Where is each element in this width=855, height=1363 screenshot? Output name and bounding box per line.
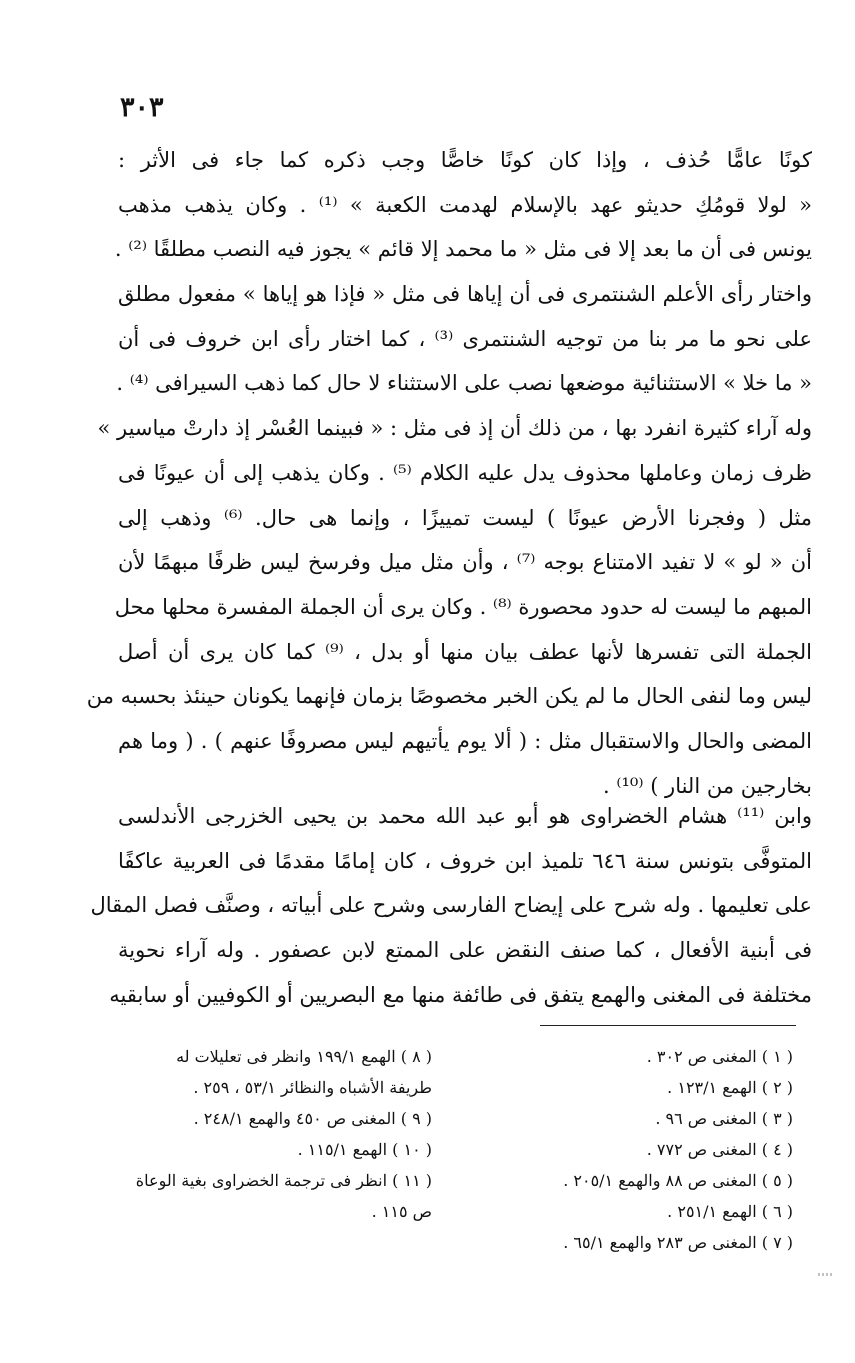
footnote: ( ٦ ) الهمع ٢٥١/١ . xyxy=(667,1202,793,1221)
text-line: يونس فى أن ما بعد إلا فى مثل « ما محمد إلا قائم » يجوز فيه النصب مطلقًا ⁽²⁾ . xyxy=(114,237,812,262)
text-line: المضى والحال والاستقبال مثل : ( ألا يوم يأتيهم ليس مصروفًا عنهم ) . ( وما هم xyxy=(118,728,812,753)
footnote: ( ٤ ) المغنى ص ٧٧٢ . xyxy=(646,1140,793,1159)
text-line: ظرف زمان وعاملها محذوف يدل عليه الكلام ⁽⁵⁾ . وكان يذهب إلى أن عيونًا فى xyxy=(118,460,812,485)
text-line: وابن ⁽¹¹⁾ هشام الخضراوى هو أبو عبد الله محمد بن يحيى الخزرجى الأندلسى xyxy=(118,804,812,828)
text-line: فى أبنية الأفعال ، كما صنف النقض على الممتع لابن عصفور . وله آراء نحوية xyxy=(118,938,812,963)
footnote: ( ٧ ) المغنى ص ٢٨٣ والهمع ٦٥/١ . xyxy=(563,1233,793,1252)
text-line: واختار رأى الأعلم الشنتمرى فى أن إياها فى مثل « فإذا هو إياها » مفعول مطلق xyxy=(118,282,812,307)
footnote: ( ٥ ) المغنى ص ٨٨ والهمع ٢٠٥/١ . xyxy=(563,1171,793,1190)
text-line: بخارجين من النار ) ⁽¹⁰⁾ . xyxy=(603,773,812,798)
footnote: ( ١ ) المغنى ص ٣٠٢ . xyxy=(646,1047,793,1066)
footnotes-column-right xyxy=(503,1041,793,1258)
text-line: وله آراء كثيرة انفرد بها ، من ذلك أن إذ فى مثل : « فبينما العُسْر إذ دارتْ مياسير » xyxy=(97,416,812,441)
footnote: ( ٢ ) الهمع ١٢٣/١ . xyxy=(667,1078,793,1097)
footnote: ( ٩ ) المغنى ص ٤٥٠ والهمع ٢٤٨/١ . xyxy=(193,1109,432,1128)
main-paragraph xyxy=(86,138,813,808)
scan-speck xyxy=(818,1273,834,1276)
text-line: ليس وما لنفى الحال ما لم يكن الخبر مخصوصًا بزمان فإنهما يكونان حينئذ بحسبه من xyxy=(86,684,812,709)
footnotes-column-left xyxy=(112,1041,432,1227)
footnote: طريفة الأشباه والنظائر ٥٣/١ ، ٢٥٩ . xyxy=(193,1078,432,1097)
text-line: على تعليمها . وله شرح على إيضاح الفارسى وشرح على أبياته ، وصنَّف فصل المقال xyxy=(90,893,812,918)
text-line: مثل ( وفجرنا الأرض عيونًا ) ليست تمييزًا ، وإنما هى حال. ⁽⁶⁾ وذهب إلى xyxy=(118,505,812,530)
footnote: ( ١١ ) انظر فى ترجمة الخضراوى بغية الوعاة xyxy=(135,1171,432,1190)
text-line: مختلفة فى المغنى والهمع يتفق فى طائفة منها مع البصريين أو الكوفيين أو سابقيه xyxy=(109,982,812,1007)
text-line: « لولا قومُكِ حديثو عهد بالإسلام لهدمت الكعبة » ⁽¹⁾ . وكان يذهب مذهب xyxy=(118,192,812,217)
page-number: ٣٠٣ xyxy=(120,92,164,123)
footnote-separator xyxy=(540,1025,796,1026)
text-line: على نحو ما مر بنا من توجيه الشنتمرى ⁽³⁾ ، كما اختار رأى ابن خروف فى أن xyxy=(118,326,813,351)
footnote: ( ١٠ ) الهمع ١١٥/١ . xyxy=(297,1140,432,1159)
footnote: ( ٣ ) المغنى ص ٩٦ . xyxy=(655,1109,793,1128)
text-line: كونًا عامًّا حُذف ، وإذا كان كونًا خاصًّا وجب ذكره كما جاء فى الأثر : xyxy=(118,148,812,172)
text-line: المتوفَّى بتونس سنة ٦٤٦ تلميذ ابن خروف ، كان إمامًا مقدمًا فى العربية عاكفًا xyxy=(118,848,813,873)
text-line: « ما خلا » الاستثنائية موضعها نصب على الاستثناء لا حال كما ذهب السيرافى ⁽⁴⁾ . xyxy=(116,371,812,396)
biography-paragraph xyxy=(90,794,813,1017)
text-line: المبهم ما ليست له حدود محصورة ⁽⁸⁾ . وكان يرى أن الجملة المفسرة محلها محل xyxy=(114,594,812,619)
text-line: الجملة التى تفسرها لأنها عطف بيان منها أو بدل ، ⁽⁹⁾ كما كان يرى أن أصل xyxy=(118,639,812,664)
footnote: ص ١١٥ . xyxy=(371,1202,432,1221)
text-line: أن « لو » لا تفيد الامتناع بوجه ⁽⁷⁾ ، وأن مثل ميل وفرسخ ليس ظرفًا مبهمًا لأن xyxy=(118,550,812,575)
footnote: ( ٨ ) الهمع ١٩٩/١ وانظر فى تعليلات له xyxy=(176,1047,432,1066)
